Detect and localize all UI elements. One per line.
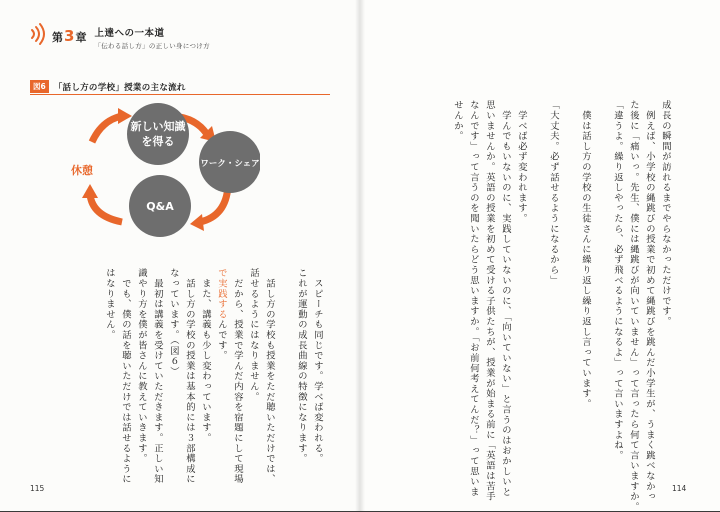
body-column: スピーチも同じです。学べば変われる。: [311, 268, 323, 464]
node-break-label: 休憩: [71, 164, 93, 177]
body-column: なっています。（図６）: [167, 268, 179, 377]
body-column: 識やり方を僕が皆さんに教えていきます。: [135, 268, 147, 464]
chapter-prefix: 第: [52, 31, 63, 44]
body-column: 学べば必ず変われます。: [515, 100, 527, 224]
node-new-knowledge: [127, 103, 189, 165]
arrow-bottom-left: [90, 194, 122, 222]
body-column: でも、僕の話を聴いただけでは話せるように: [119, 268, 131, 485]
arrow-head-right-bottom: [190, 214, 204, 231]
figure-title: 「話し方の学校」授業の主な流れ: [53, 82, 186, 93]
body-column: 僕は話し方の学校の生徒さんに繰り返し繰り返し言っています。: [579, 100, 591, 409]
node-qa-label: Q&A: [146, 200, 174, 213]
body-column: 学んでもいないのに、実践していないのに、「向いていない」と言うのはおかしいと: [499, 100, 511, 498]
highlight-rest: んです。: [215, 319, 227, 361]
chapter-number: 3: [64, 27, 75, 45]
figure-rule: [30, 94, 330, 95]
chapter-label: [52, 27, 86, 45]
body-column: 話し方の学校も授業をただ聴いただけでは、: [263, 268, 275, 485]
cycle-diagram: [30, 98, 260, 248]
body-column-highlight: [214, 268, 227, 361]
body-column: 最初は講義を受けていただきます。正しい知: [151, 268, 163, 485]
chapter-subtitle: 「伝わる話し方」の正しい身につけ方: [94, 42, 210, 50]
node-work-share-label: ワーク・シェア: [200, 159, 260, 169]
highlighted-phrase: で実践する: [215, 268, 227, 320]
body-column: また、講義も少し変わっています。: [199, 268, 211, 444]
chapter-header: [28, 22, 210, 52]
chapter-title: 上達への一本道: [94, 28, 165, 39]
body-column: 成長の瞬間が訪れるまでやらなかっただけです。: [659, 100, 671, 327]
node-new-knowledge-line1: 新しい知識: [130, 120, 186, 133]
body-column: 話し方の学校の授業は基本的には３部構成に: [183, 268, 195, 485]
sound-waves-icon: [28, 22, 48, 46]
body-column: 「大丈夫。必ず話せるようになるから」: [547, 100, 559, 286]
page-number-left: 115: [30, 484, 45, 493]
body-column: 例えば、小学校の縄跳びの授業で初めて縄跳びを跳んだ小学生が、うまく跳べなかっ: [643, 100, 655, 502]
page-number-right: 114: [672, 484, 687, 493]
body-column: 話せるようにはなりません。: [247, 268, 259, 402]
chapter-suffix: 章: [75, 31, 87, 44]
body-column: はなりません。: [103, 268, 115, 341]
body-column: これが運動の成長曲線の特徴になります。: [295, 268, 307, 464]
node-new-knowledge-line2: を得る: [141, 135, 175, 148]
figure-badge: 図6: [30, 80, 49, 93]
body-column: せんか。: [451, 100, 463, 142]
body-column: 思いませんか。英語の授業を初めて受ける子供たちが、授業が始まる前に「英語は苦手: [483, 100, 495, 502]
arrow-head-bottom-left: [82, 184, 98, 198]
book-gutter: [355, 0, 365, 511]
body-column: なんです」って言うのを聞いたらどう思いますか。「お前何考えてんだ？」って思いま: [467, 100, 479, 498]
body-column: た後に「痛いっ。先生、僕には縄跳びが向いていません」って言ったら何て言いますか。: [627, 100, 639, 512]
body-column: 「違うよ。繰り返しやったら、必ず飛べるようになるよ」って言いますよね。: [611, 100, 623, 461]
figure-caption: [30, 80, 186, 93]
chapter-text: [94, 25, 209, 50]
arrow-left-top: [92, 116, 122, 142]
body-column: だから、授業で学んだ内容を宿題にして現場: [231, 268, 243, 485]
